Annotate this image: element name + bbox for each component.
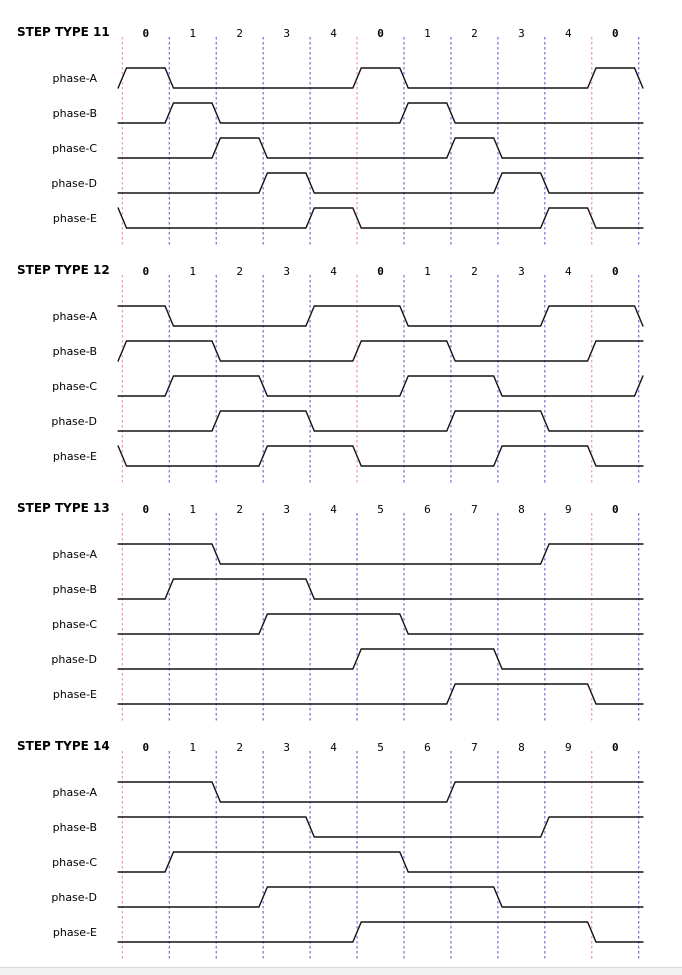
step-label: 4 [565, 265, 572, 278]
step-label: 3 [283, 265, 290, 278]
waveform-phase-D [118, 173, 644, 193]
step-label: 4 [330, 503, 337, 516]
phase-label: phase-B [52, 107, 97, 120]
waveform-phase-C [118, 852, 644, 872]
phase-label: phase-B [52, 345, 97, 358]
step-label: 1 [189, 27, 197, 40]
waveform-phase-B [118, 103, 644, 123]
phase-label: phase-E [52, 688, 97, 701]
step-label: 8 [518, 503, 525, 516]
step-label: 6 [424, 503, 431, 516]
waveform-phase-B [118, 341, 644, 361]
step-label: 3 [283, 503, 290, 516]
step-label: 4 [330, 741, 337, 754]
waveform-phase-B [118, 579, 644, 599]
diagram-title-step-type-13: STEP TYPE 13 [17, 501, 110, 515]
phase-label: phase-E [52, 926, 97, 939]
step-label: 0 [377, 27, 384, 40]
phase-label: phase-C [52, 618, 97, 631]
step-label: 0 [142, 503, 150, 516]
phase-label: phase-C [52, 856, 97, 869]
phase-label: phase-E [52, 212, 97, 225]
phase-label: phase-D [51, 891, 97, 904]
step-label: 0 [377, 265, 384, 278]
phase-label: phase-B [52, 583, 97, 596]
step-label: 0 [142, 27, 150, 40]
waveform-phase-A [118, 544, 644, 564]
step-label: 4 [330, 265, 337, 278]
step-label: 2 [236, 741, 243, 754]
step-label: 0 [611, 27, 619, 40]
window-bottom-edge-bar [0, 967, 682, 975]
diagram-title-step-type-12: STEP TYPE 12 [17, 263, 110, 277]
waveform-phase-D [118, 411, 644, 431]
step-label: 0 [142, 265, 150, 278]
step-label: 1 [189, 741, 197, 754]
step-label: 4 [565, 27, 572, 40]
step-label: 7 [471, 503, 478, 516]
waveform-phase-B [118, 817, 644, 837]
waveform-phase-E [118, 684, 644, 704]
waveform-phase-D [118, 649, 644, 669]
phase-label: phase-C [52, 142, 97, 155]
phase-label: phase-E [52, 450, 97, 463]
step-label: 7 [471, 741, 478, 754]
waveform-phase-A [118, 306, 644, 326]
step-label: 0 [611, 503, 619, 516]
diagram-title-step-type-11: STEP TYPE 11 [17, 25, 110, 39]
phase-label: phase-A [52, 548, 97, 561]
waveform-phase-A [118, 68, 644, 88]
step-label: 3 [283, 27, 290, 40]
step-label: 0 [611, 265, 619, 278]
waveform-phase-E [118, 446, 644, 466]
phase-label: phase-A [52, 310, 97, 323]
step-label: 8 [518, 741, 525, 754]
waveform-phase-E [118, 922, 644, 942]
waveform-phase-C [118, 138, 644, 158]
phase-label: phase-D [51, 653, 97, 666]
diagram-title-step-type-14: STEP TYPE 14 [17, 739, 110, 753]
step-label: 2 [236, 27, 243, 40]
step-label: 9 [565, 741, 572, 754]
phase-label: phase-A [52, 72, 97, 85]
waveform-phase-D [118, 887, 644, 907]
phase-label: phase-C [52, 380, 97, 393]
step-label: 3 [518, 27, 525, 40]
phase-label: phase-A [52, 786, 97, 799]
step-label: 1 [189, 503, 197, 516]
step-label: 0 [142, 741, 150, 754]
phase-label: phase-D [51, 415, 97, 428]
waveform-phase-E [118, 208, 644, 228]
step-label: 2 [236, 265, 243, 278]
step-label: 4 [330, 27, 337, 40]
waveform-phase-A [118, 782, 644, 802]
step-label: 5 [377, 741, 384, 754]
step-label: 2 [471, 27, 478, 40]
step-label: 1 [189, 265, 197, 278]
step-label: 2 [236, 503, 243, 516]
step-label: 6 [424, 741, 431, 754]
step-label: 3 [518, 265, 525, 278]
phase-label: phase-D [51, 177, 97, 190]
step-label: 0 [611, 741, 619, 754]
step-label: 3 [283, 741, 290, 754]
step-label: 9 [565, 503, 572, 516]
step-label: 5 [377, 503, 384, 516]
step-label: 1 [424, 27, 431, 40]
waveform-phase-C [118, 376, 644, 396]
waveform-phase-C [118, 614, 644, 634]
step-label: 2 [471, 265, 478, 278]
phase-label: phase-B [52, 821, 97, 834]
step-label: 1 [424, 265, 431, 278]
